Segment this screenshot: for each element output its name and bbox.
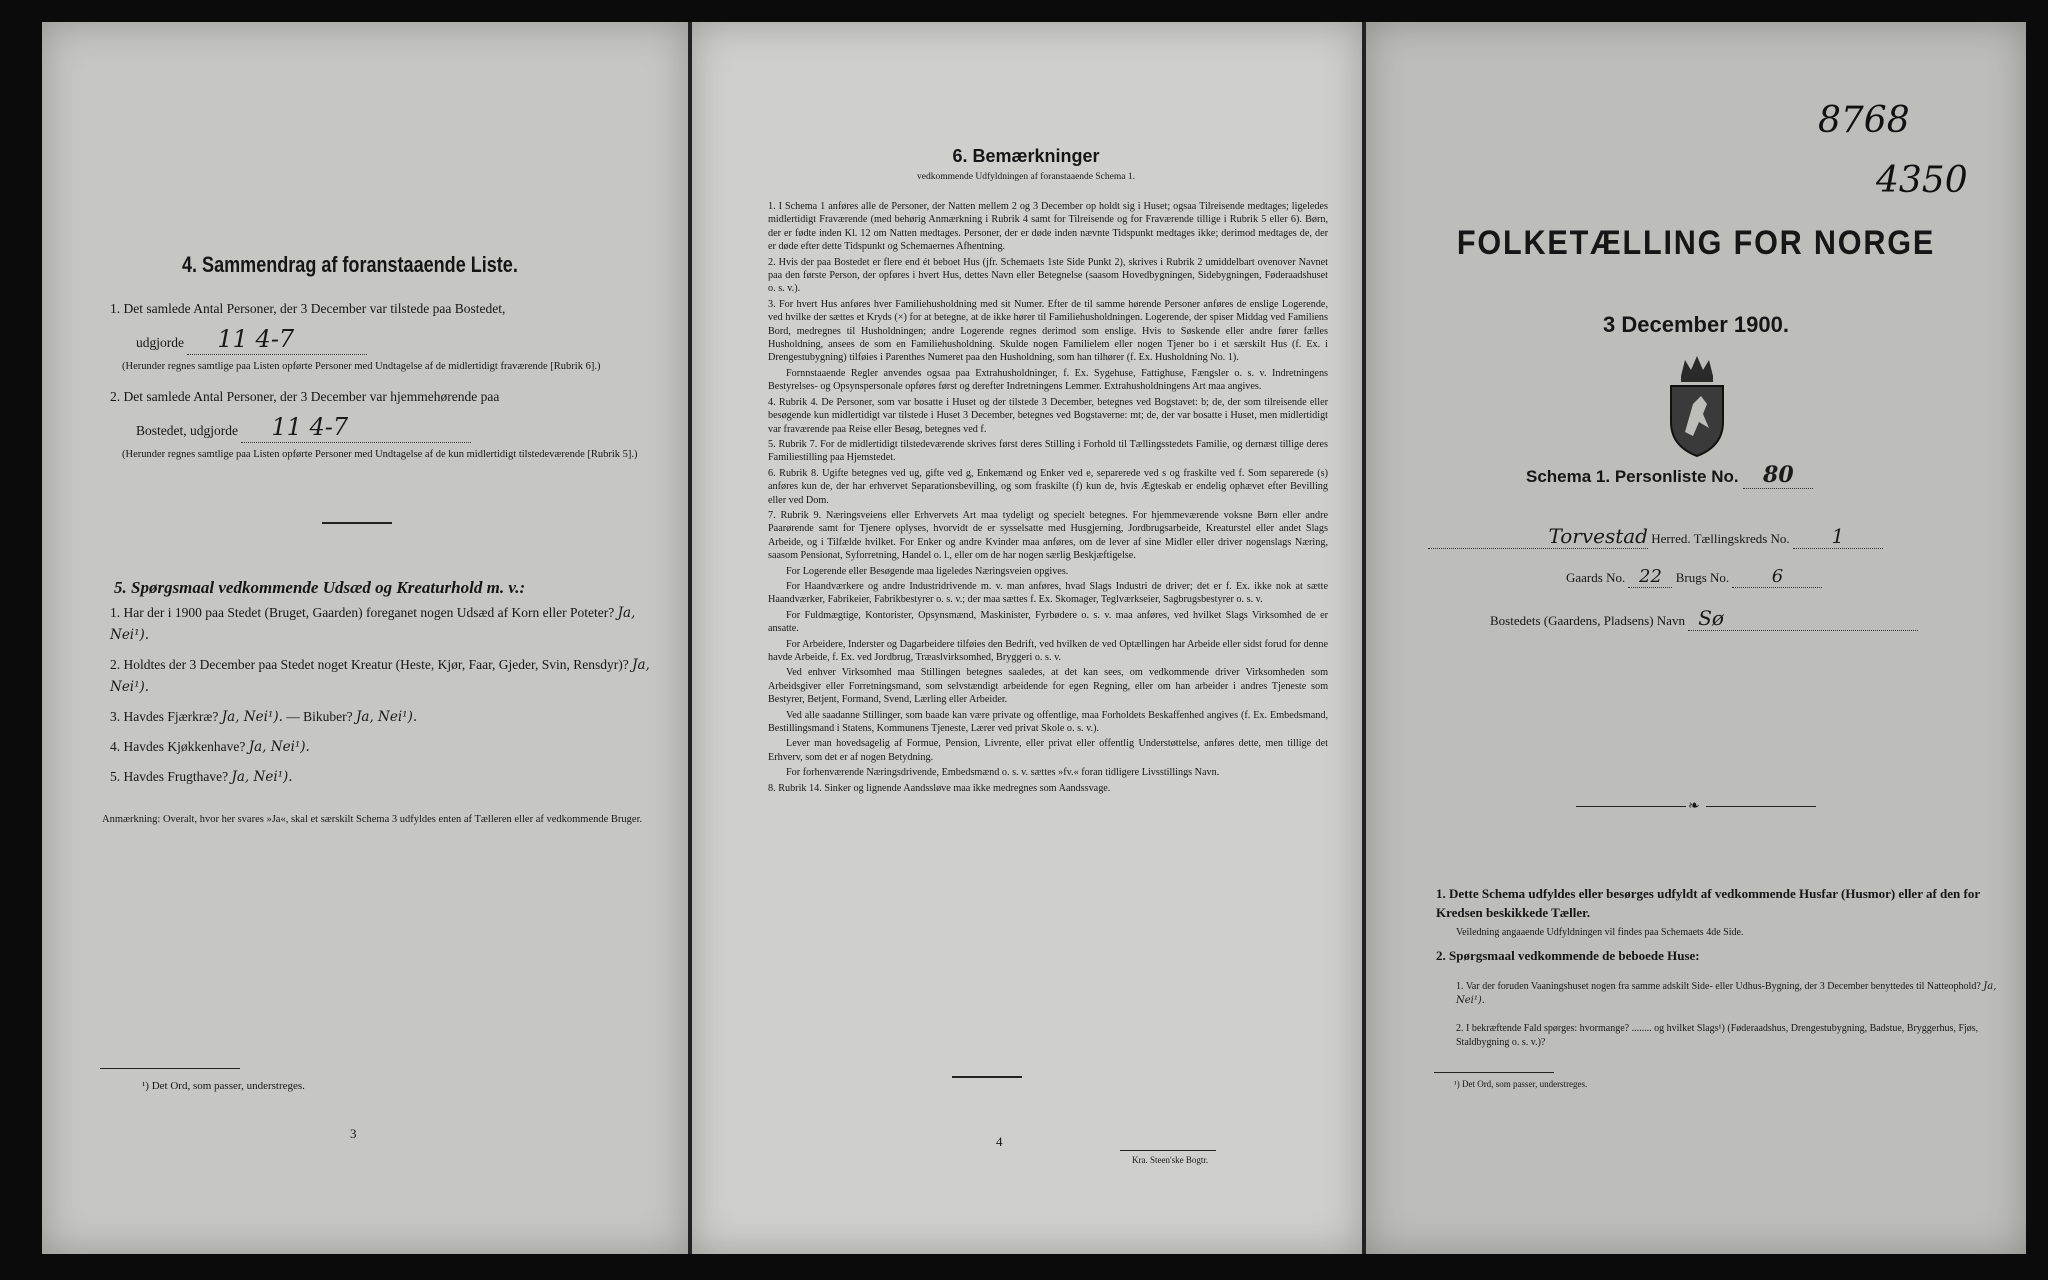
summary-item-1-note: (Herunder regnes samtlige paa Listen opførte Personer med Undtagelse af de midlertidigt fraværende [Rubrik 6].) [122,361,601,372]
coat-of-arms-icon [1663,354,1731,458]
question-3-answer: Ja, Nei¹). [221,709,283,725]
rule-1: 1. I Schema 1 anføres alle de Personer, der Natten mellem 2 og 3 December op holdt sig i Huset; ogsaa Tilreisende medtages; ligeledes midlertidigt Fraværende (med behørig Anmærkning i Rubrik 4 samt for Tilreisende og for Fraværende tillige i Rubrik 5 eller 6). Børn, der er fødte inden Kl. 12 om Natten medtages. Personer, der er døde inden nævnte Tidspunkt medtages ikke; derimod medtages de, der er døde efter dette Tidspunkt og Schemaernes Afhentning. [768,201,1328,253]
summary-item-2 [110,382,670,446]
summary-item-1-text: 1. Det samlede Antal Personer, der 3 December var tilstede paa Bostedet, [110,301,506,316]
footnote: ¹) Det Ord, som passer, understreges. [1454,1079,1588,1089]
instruction-2: 2. Spørgsmaal vedkommende de beboede Huse: [1436,948,1700,963]
instruction-2-q1 [1456,980,2016,1008]
section5-heading: 5. Spørgsmaal vedkommende Udsæd og Kreaturhold m. v.: [114,578,526,597]
bosted-line [1490,606,1918,631]
page-4 [690,22,1362,1254]
brugs-value: 6 [1732,566,1822,588]
question-4-text: 4. Havdes Kjøkkenhave? [110,739,246,754]
question-2-answer: Ja, Nei¹). [110,657,650,695]
kreds-label: Tællingskreds No. [1693,531,1790,546]
summary-heading: 4. Sammendrag af foranstaaende Liste. [182,252,518,277]
census-title: FOLKETÆLLING FOR NORGE [1456,224,1936,262]
summary-item-2-label: Bostedet, udgjorde [136,423,238,438]
rule-3b: Fornnstaaende Regler anvendes ogsaa paa Extrahusholdninger, f. Ex. Sygehuse, Fattighuse, Fængsler o. s. v. Indretningens Bestyrelses- og Opsynspersonale opføres først og derefter Indretningens Lemmer. Extrahusholdningens Art maa angives. [768,367,1328,393]
bosted-value: Sø [1688,606,1918,631]
footnote-rule [100,1068,240,1069]
question-1-text: 1. Har der i 1900 paa Stedet (Bruget, Gaarden) foreganet nogen Udsæd af Korn eller Poteter? [110,605,615,620]
question-3-text: 3. Havdes Fjærkræ? [110,709,219,724]
question-4 [110,736,670,758]
question-3b-answer: Ja, Nei¹). [356,709,418,725]
rule-7f: Ved enhver Virksomhed maa Stillingen betegnes saaledes, at det kan sees, om vedkommende driver Virksomheden som Arbeidsgiver eller Forretningsmand, som selvstændigt arbeidende for egen Regning, eller om han arbeider i andres Tjeneste som Bestyrer, Betjent, Formand, Svend, Lærling eller Arbeider. [768,667,1328,706]
question-5 [110,766,670,788]
page-1 [1366,22,2026,1254]
brugs-label: Brugs No. [1675,570,1730,585]
question-5-answer: Ja, Nei¹). [231,769,293,785]
rule-7c: For Haandværkere og andre Industridrivende m. v. man anføres, hvad Slags Industri de driver; det er f. Ex. ikke nok at sætte Haandværker, Fabrikeier, Fabrikbestyrer o. s. v.; der maa sættes f. Ex. Skomager, Teglværkseier, Sagbrugsbestyrer o. s. v. [768,580,1328,606]
instruction-2-q1-text: 1. Var der foruden Vaaningshuset nogen fra samme adskilt Side- eller Udhus-Bygning, der 3 December benyttedes til Natteophold? [1456,981,1981,992]
rule-6: 6. Rubrik 8. Ugifte betegnes ved ug, gifte ved g, Enkemænd og Enker ved e, separerede ved s og fraskilte ved f. Som separerede (s) anføres kun de, der har erhvervet Separationsbevilling, og som fraskilte (f) kun de, hvis Ægteskab er endelig ophævet efter Bevilling eller ved Dom. [768,467,1328,506]
rule-7d: For Fuldmægtige, Kontorister, Opsynsmænd, Maskinister, Fyrbødere o. s. v. maa anføres, ved hvilket Slags Virksomhed de er ansatte. [768,609,1328,635]
question-2-text: 2. Holdtes der 3 December paa Stedet noget Kreatur (Heste, Kjør, Faar, Gjeder, Svin, Rensdyr)? [110,657,629,672]
instruction-1-sub: Veiledning angaaende Udfyldningen vil findes paa Schemaets 4de Side. [1456,927,1744,938]
question-2 [110,654,670,698]
ornament-icon: ❧ [1688,799,1700,814]
rule-7i: For forhenværende Næringsdrivende, Embedsmænd o. s. v. sættes »fv.« foran tidligere Livsstillings Navn. [786,767,1220,779]
summary-item-2-note: (Herunder regnes samtlige paa Listen opførte Personer med Undtagelse af de kun midlertidigt tilstedeværende [Rubrik 5].) [122,449,638,460]
schema-line [1526,462,1813,489]
rule-7g: Ved alle saadanne Stillinger, som baade kan være private og offentlige, maa Forholdets Beskaffenhed angives (f. Ex. Embedsmand, Bestillingsmand i Statens, Kommunens Tjeneste, Lærer ved privat Skole o. s. v.). [768,709,1328,735]
gaards-line [1566,566,1822,588]
footnote-rule [1434,1072,1554,1073]
rule-3: 3. For hvert Hus anføres hver Familiehusholdning med sit Numer. Efter de til samme hørende Personer anføres de enslige Logerende, ved hvilke der sættes et Kryds (×) for at betegne, at de ikke hører til Familiehusholdningen. Logerende, der spiser Middag ved Familiens Bord, medregnes til Husholdningen; andre Logerende regnes derimod som enslige. Hvis to Søskende eller andre fører fælles Husholdning, ansees de som en Familiehusholdning. Skulde nogen Familielem eller nogen Tjener bo i et særskilt Hus (f. Ex. i Drengestubygning) tilføies i Parenthes Numeret paa den Husholdning, som han tilhører (f. Ex. Husholdning No. 1). [768,298,1328,364]
question-3b-text: — Bikuber? [286,709,353,724]
summary-item-2-text: 2. Det samlede Antal Personer, der 3 December var hjemmehørende paa [110,389,500,404]
divider [322,522,392,524]
page-number: 3 [350,1126,357,1141]
kreds-value: 1 [1793,524,1883,549]
instruction-2-q2: 2. I bekræftende Fald spørges: hvormange? ........ og hvilket Slags¹) (Føderaadshus, Drengestubygning, Badstue, Bryggerhus, Fjøs, Staldbygning o. s. v.)? [1456,1023,1979,1048]
instruction-1: 1. Dette Schema udfyldes eller besørges udfyldt af vedkommende Husfar (Husmor) eller af den for Kredsen beskikkede Tæller. [1436,886,1980,920]
printer-rule [1120,1150,1216,1151]
archive-number-2: 4350 [1876,160,1968,201]
schema-label: Schema 1. Personliste No. [1526,467,1739,486]
end-divider [952,1076,1022,1078]
gaards-value: 22 [1628,566,1672,588]
herred-value: Torvestad [1428,524,1648,549]
summary-item-1-value: 11 4-7 [187,324,367,355]
printer-imprint: Kra. Steen'ske Bogtr. [1132,1155,1209,1165]
bosted-label: Bostedets (Gaardens, Pladsens) Navn [1490,613,1685,628]
rule-4: 4. Rubrik 4. De Personer, som var bosatte i Huset og der tilstede 3 December, betegnes ved Bogstavet: b; de, der som tilreisende eller besøgende kun midlertidigt var tilstede i Huset 3 December, betegnes ved Bogstaverne: mt; de, der var bosatte i Huset, men midlertidigt var fraværende paa Reise eller Besøg, betegnes ved f. [768,396,1328,435]
question-1-answer: Ja, Nei¹). [110,605,636,643]
summary-item-2-value: 11 4-7 [241,412,471,443]
remarks-rules [768,200,1328,797]
page-number: 4 [996,1134,1003,1149]
question-3 [110,706,670,728]
rule-8: 8. Rubrik 14. Sinker og lignende Aandssløve maa ikke medregnes som Aandssvage. [768,782,1111,794]
footnote: ¹) Det Ord, som passer, understreges. [142,1080,305,1092]
rule-7h: Lever man hovedsagelig af Formue, Pension, Livrente, eller privat eller offentlig Understøttelse, anføres dette, men tillige det Erhverv, som det er af nogen Betydning. [768,738,1328,763]
ornament-line-right [1706,806,1816,807]
anmerkning-note: Anmærkning: Overalt, hvor her svares »Ja«, skal et særskilt Schema 3 udfyldes enten af Tælleren eller af vedkommende Bruger. [102,814,643,825]
page-fold-right [1362,22,1366,1254]
rule-7e: For Arbeidere, Inderster og Dagarbeidere tilføies den Bedrift, ved hvilken de ved Optællingen har Arbeide eller sidst forud for denne havde Arbeide, f. Ex. ved Jordbrug, Træaslvirksomhed, Bryggeri o. s. v. [768,638,1328,663]
rule-5: 5. Rubrik 7. For de midlertidigt tilstedeværende skrives først deres Stilling i Forhold til Tællingsstedets Familie, og dernæst tillige deres Familiestilling paa Hjemstedet. [768,438,1328,464]
herred-line [1428,524,1883,549]
remarks-subheading: vedkommende Udfyldningen af foranstaaende Schema 1. [917,172,1135,182]
instruction-2-q1-answer: Ja, Nei¹). [1456,981,1997,1006]
summary-item-1-label: udgjorde [136,335,184,350]
question-5-text: 5. Havdes Frugthave? [110,769,229,784]
question-4-answer: Ja, Nei¹). [248,739,310,755]
rule-7: 7. Rubrik 9. Næringsveiens eller Erhvervets Art maa tydeligt og specielt betegnes. For hjemmeværende voksne Børn eller andre Paarørende samt for Tjenere oplyses, hvorvidt de er sysselsatte med Husgjerning, Jordbrugsarbeide, Kreaturstel eller andet Slags Arbeide, og i Tilfælde hvilket. For Enker og andre Kvinder maa anføres, om de lever af sine Midler eller driver nogenslags Næring, saasom Pensionat, Syforretning, Handel o. l., eller om de har nogen særlig Beskjæftigelse. [768,509,1328,562]
page-3 [42,22,688,1254]
page-fold-left [688,22,692,1254]
gaards-label: Gaards No. [1566,570,1626,585]
ornament-line-left [1576,806,1686,807]
rule-7b: For Logerende eller Besøgende maa ligeledes Næringsveien opgives. [786,565,1069,577]
archive-number-1: 8768 [1818,100,1910,141]
summary-item-1 [110,294,670,358]
rule-2: 2. Hvis der paa Bostedet er flere end ét beboet Hus (jfr. Schemaets 1ste Side Punkt 2), skrives i Rubrik 2 umiddelbart ovenover Navnet paa den første Person, der opføres i hvert Hus, dettes Navn eller Betegnelse (saasom Hovedbygningen, Sidebygningen, Føderaadshuset o. s. v.). [768,256,1328,295]
question-1 [110,602,670,646]
personliste-number: 80 [1743,462,1813,489]
remarks-heading: 6. Bemærkninger [952,146,1100,166]
census-date: 3 December 1900. [1603,312,1789,337]
herred-label: Herred. [1651,531,1691,546]
